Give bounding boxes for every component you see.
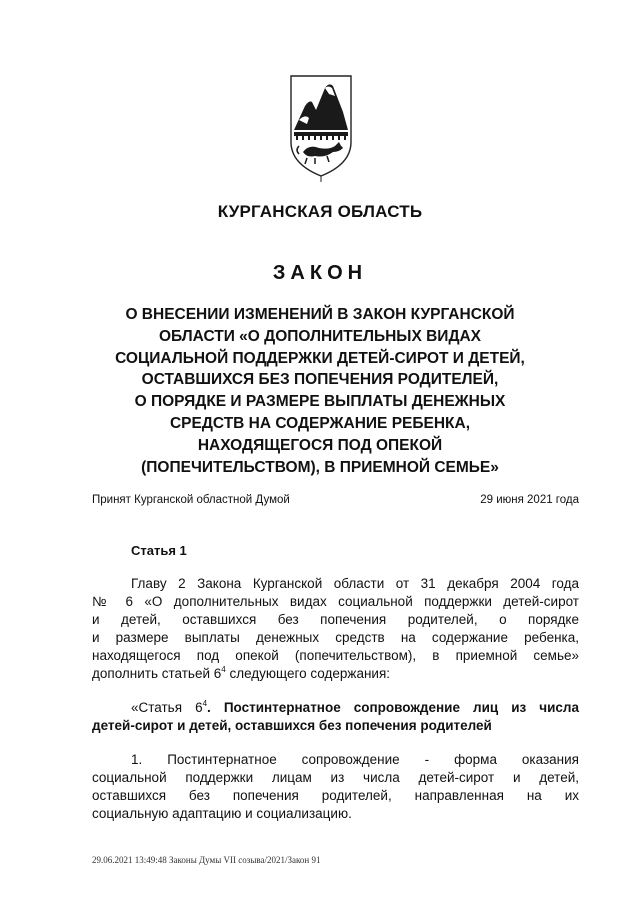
adoption-date: 29 июня 2021 года xyxy=(480,494,579,506)
clause-1 xyxy=(92,751,579,823)
title-line: О ПОРЯДКЕ И РАЗМЕРЕ ВЫПЛАТЫ ДЕНЕЖНЫХ xyxy=(134,393,506,411)
heading-line xyxy=(92,699,579,717)
title-line: ОСТАВШИХСЯ БЕЗ ПОПЕЧЕНИЯ РОДИТЕЛЕЙ, xyxy=(141,371,499,389)
line-text: дополнить статьей 6 xyxy=(92,666,222,681)
paragraph-line xyxy=(92,665,579,683)
clause-line: социальную адаптацию и социализацию. xyxy=(92,806,352,821)
article-paragraph xyxy=(92,575,579,683)
title-line: О ВНЕСЕНИИ ИЗМЕНЕНИЙ В ЗАКОН КУРГАНСКОЙ xyxy=(125,306,515,323)
paragraph-line: и размере выплаты денежных средств на содержание ребенка, xyxy=(92,630,579,645)
title-line: (ПОПЕЧИТЕЛЬСТВОМ), В ПРИЕМНОЙ СЕМЬЕ» xyxy=(141,458,499,476)
paragraph-line: Главу 2 Закона Курганской области от 31 декабря 2004 года xyxy=(131,576,579,591)
line-text: следующего содержания: xyxy=(225,666,391,681)
clause-line: 1. Постинтернатное сопровождение - форма оказания xyxy=(131,752,579,767)
paragraph-line: и детей, оставшихся без попечения родителей, о порядке xyxy=(92,612,579,627)
heading-text: . Постинтернатное сопровождение лиц из числа xyxy=(207,700,579,715)
region-name: КУРГАНСКАЯ ОБЛАСТЬ xyxy=(217,202,423,221)
paragraph-line: находящегося под опекой (попечительством), в приемной семье» xyxy=(92,648,579,663)
new-article-heading xyxy=(92,699,579,735)
heading-prefix: «Статья 6 xyxy=(131,700,203,715)
adopted-by-text: Принят Курганской областной Думой xyxy=(92,494,290,506)
title-line: СОЦИАЛЬНОЙ ПОДДЕРЖКИ ДЕТЕЙ-СИРОТ И ДЕТЕЙ, xyxy=(115,349,525,367)
superscript: 4 xyxy=(202,699,208,708)
clause-line: оставшихся без попечения родителей, направленная на их xyxy=(92,788,579,803)
heading-line: детей-сирот и детей, оставшихся без попечения родителей xyxy=(92,718,492,733)
superscript: 4 xyxy=(221,665,226,674)
adoption-info xyxy=(92,494,579,506)
law-title xyxy=(60,304,580,478)
paragraph-line: № 6 «О дополнительных видах социальной поддержки детей-сирот xyxy=(92,594,579,609)
clause-line: социальной поддержки лицам из числа детей-сирот и детей, xyxy=(92,770,579,785)
document-stamp: 29.06.2021 13:49:48 Законы Думы VII созыва/2021/Закон 91 xyxy=(92,855,321,865)
title-line: СРЕДСТВ НА СОДЕРЖАНИЕ РЕБЕНКА, xyxy=(169,414,471,432)
title-line: ОБЛАСТИ «О ДОПОЛНИТЕЛЬНЫХ ВИДАХ xyxy=(158,327,482,345)
title-line: НАХОДЯЩЕГОСЯ ПОД ОПЕКОЙ xyxy=(197,436,443,454)
law-heading: ЗАКОН xyxy=(272,262,368,284)
article-heading: Статья 1 xyxy=(131,543,187,558)
coat-of-arms-icon xyxy=(285,72,357,184)
